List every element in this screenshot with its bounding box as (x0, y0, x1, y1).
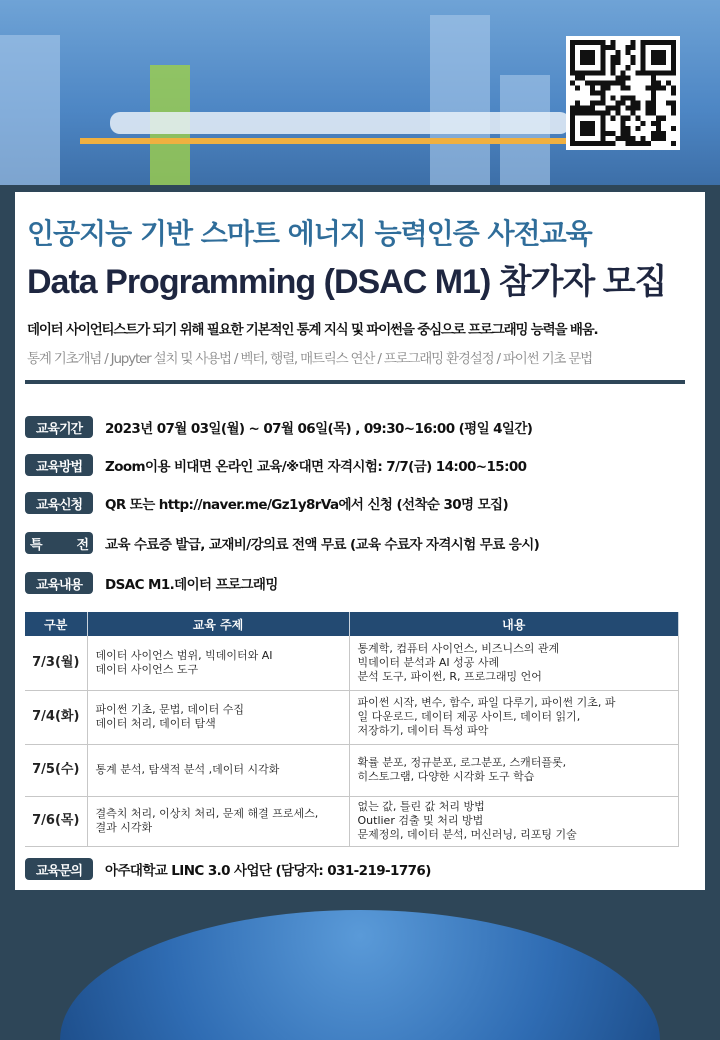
table-row (25, 744, 679, 796)
divider (25, 380, 685, 384)
cell-line: 문제정의, 데이터 분석, 머신러닝, 리포팅 기술 (357, 828, 577, 841)
label-badge: 교육신청 (25, 492, 93, 514)
cell-line: 확률 분포, 정규분포, 로그분포, 스캐터플롯, (357, 756, 567, 769)
table-row (25, 796, 679, 846)
day-cell: 7/3(월) (25, 636, 87, 690)
col-header: 구분 (25, 612, 87, 636)
label-badge: 교육문의 (25, 858, 93, 880)
topic-cell (87, 636, 349, 690)
day-cell: 7/4(화) (25, 690, 87, 744)
cell-line: Outlier 검출 및 처리 방법 (357, 814, 484, 827)
cell-line: 데이터 사이언스 도구 (95, 662, 199, 676)
topic-cell (87, 690, 349, 744)
info-content (25, 572, 695, 594)
cell-line: 결과 시각화 (95, 821, 153, 834)
label-badge: 교육내용 (25, 572, 93, 594)
day-cell: 7/5(수) (25, 744, 87, 796)
cell-line: 파이썬 시작, 변수, 함수, 파일 다루기, 파이썬 기초, 파 (357, 696, 616, 709)
cell-line: 결측치 처리, 이상치 처리, 문제 해결 프로세스, (95, 807, 319, 820)
content-panel (15, 192, 705, 890)
label-badge: 교육기간 (25, 416, 93, 438)
cell-line: 데이터 처리, 데이터 탐색 (95, 717, 216, 730)
schedule-table (25, 612, 679, 847)
table-row (25, 690, 679, 744)
info-benefits (25, 532, 695, 554)
topic-cell (87, 744, 349, 796)
info-apply (25, 492, 695, 514)
train-illustration (110, 112, 570, 134)
contact-value: 아주대학교 LINC 3.0 사업단 (담당자: 031-219-1776) (105, 863, 431, 879)
info-contact (25, 858, 695, 880)
cell-line: 통계 분석, 탐색적 분석 ,데이터 시각화 (95, 763, 280, 776)
footer-globe-illustration (0, 890, 720, 1040)
cell-line: 일 다운로드, 데이터 제공 사이트, 데이터 읽기, (357, 710, 581, 723)
cell-line: 빅데이터 분석과 AI 성공 사례 (357, 655, 500, 669)
info-value: Zoom이용 비대면 온라인 교육/※대면 자격시험: 7/7(금) 14:00~15:00 (105, 459, 527, 475)
content-cell (349, 690, 679, 744)
info-period (25, 416, 695, 438)
info-value: 교육 수료증 발급, 교재비/강의료 전액 무료 (교육 수료자 자격시험 무료 응시) (105, 537, 540, 553)
topics-list: 통계 기초개념 / Jupyter 설치 및 사용법 / 벡터, 행렬, 매트릭스 연산 / 프로그래밍 환경설정 / 파이썬 기초 문법 (27, 351, 593, 367)
cell-line: 데이터 사이언스 범위, 빅데이터와 AI (95, 648, 273, 662)
cell-line: 통계학, 컴퓨터 사이언스, 비즈니스의 관계 (357, 641, 560, 655)
label-badge: 교육방법 (25, 454, 93, 476)
col-header: 교육 주제 (87, 612, 349, 636)
qr-code[interactable] (566, 36, 680, 150)
topic-cell (87, 796, 349, 846)
header-banner-illustration (0, 0, 720, 185)
apply-link-text[interactable]: QR 또는 http://naver.me/Gz1y8rVa에서 신청 (선착순 30명 모집) (105, 497, 509, 513)
content-cell (349, 744, 679, 796)
info-method (25, 454, 695, 476)
day-cell: 7/6(목) (25, 796, 87, 846)
cell-line: 히스토그램, 다양한 시각화 도구 학습 (357, 770, 535, 783)
subtitle: 데이터 사이언티스트가 되기 위해 필요한 기본적인 통계 지식 및 파이썬을 중심으로 프로그래밍 능력을 배움. (27, 322, 598, 338)
cell-line: 분석 도구, 파이썬, R, 프로그래밍 언어 (357, 669, 542, 683)
content-cell (349, 796, 679, 846)
title-line-2: Data Programming (DSAC M1) 참가자 모집 (27, 263, 667, 301)
table-row (25, 636, 679, 690)
label-badge: 특 전 (25, 532, 93, 554)
cell-line: 없는 값, 틀린 값 처리 방법 (357, 800, 485, 813)
cell-line: 저장하기, 데이터 특성 파악 (357, 724, 489, 737)
col-header: 내용 (349, 612, 679, 636)
info-value: 2023년 07월 03일(월) ~ 07월 06일(목) , 09:30~16:00 (평일 4일간) (105, 421, 533, 437)
info-value: DSAC M1.데이터 프로그래밍 (105, 577, 278, 593)
cell-line: 파이썬 기초, 문법, 데이터 수집 (95, 703, 244, 716)
title-line-1: 인공지능 기반 스마트 에너지 능력인증 사전교육 (27, 217, 592, 250)
content-cell (349, 636, 679, 690)
